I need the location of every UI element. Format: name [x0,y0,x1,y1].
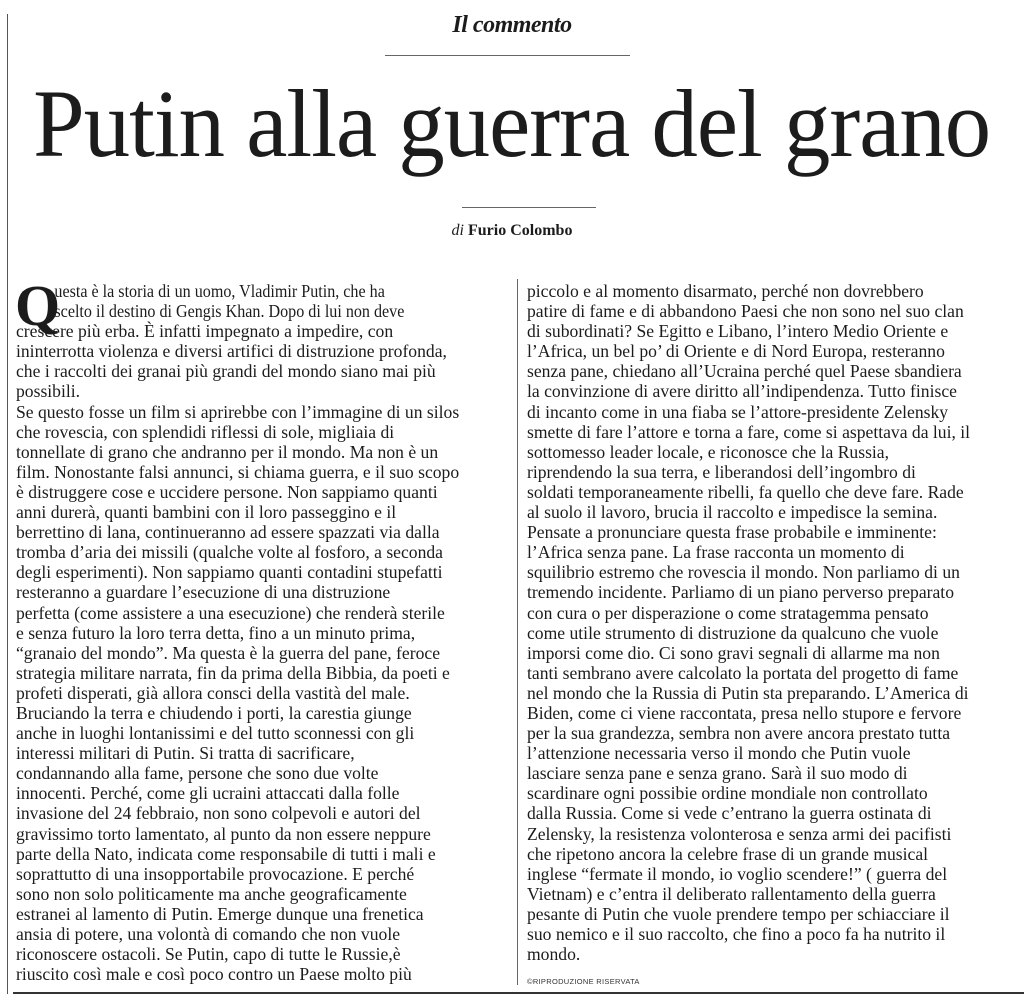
article-line: Vietnam) e c’entra il deliberato rallentamento della guerra [527,883,936,904]
article-line: Bruciando la terra e chiudendo i porti, la carestia giunge [16,702,412,723]
article-line: smette di fare l’attore e torna a fare, come si aspettava da lui, il [527,421,971,442]
article-line: sono non solo politicamente ma anche geograficamente [16,883,407,904]
article-line: ininterrotta violenza e diversi artifici di distruzione profonda, [16,341,447,362]
article-line: tromba d’aria dei missili (qualche volte al fosforo, a seconda [16,542,443,563]
article-line: tonnellate di grano che andranno per il mondo. Ma non è un [16,441,439,462]
article-line: nel mondo che la Russia di Putin sta preparando. L’America di [527,682,969,703]
kicker-divider [385,55,630,56]
article-column-left [15,273,508,985]
headline: Putin alla guerra del grano [33,70,991,177]
headline-divider [462,207,596,208]
article-line: Zelensky, la resistenza volonterosa e senza armi dei pacifisti [527,823,952,844]
article-line: invasione del 24 febbraio, non sono colpevoli e autori del [16,803,421,824]
article-line: anche in luoghi lontanissimi e del tutto sconnessi con gli [16,723,415,744]
article-line: scardinare ogni possibie ordine mondiale non controllato [527,783,928,804]
article-line: gravissimo torto lamentato, al punto da non essere neppure [16,823,431,844]
article-line: piccolo e al momento disarmato, perché non dovrebbero [527,281,924,301]
article-line: crescere più erba. È infatti impegnato a impedire, con [16,321,394,342]
article-line: dalla Russia. Come si vede c’entrano la guerra ostinata di [527,803,932,824]
article-line: soldati temporaneamente ribelli, fa quello che deve fare. Rade [527,481,964,502]
article-line: riconoscere ostacoli. Se Putin, capo di tutte le Russie,è [16,944,401,965]
article-line: perfetta (come assistere a una esecuzione) che renderà sterile [16,602,445,623]
article-line: patire di fame e di abbandono Paesi che non sono nel suo clan [527,301,964,322]
article-line: anni durerà, quanti bambini con il loro passeggino e il [16,502,397,523]
article-line: l’Africa, un bel po’ di Oriente e di Nord Europa, resteranno [527,341,945,362]
article-line: e senza futuro la loro terra detta, fino a un minuto prima, [16,622,416,643]
article-line: Biden, come ci viene raccontata, presa nello stupore e fervore [527,702,962,723]
copyright-notice: ©RIPRODUZIONE RISERVATA [527,977,640,987]
article-line: squilibrio estremo che rovescia il mondo. Non parliamo di un [527,562,960,583]
article-line: di subordinati? Se Egitto e Libano, l’intero Medio Oriente e [527,321,949,342]
article-line: è distruggere cose e uccidere persone. Non sappiamo quanti [16,481,438,502]
article-line: riprendendo la sua terra, e liberandosi dell’ingombro di [527,461,916,482]
article-line: riuscito così male e così poco contro un Paese molto più [16,964,412,985]
article-line: uesta è la storia di un uomo, Vladimir Putin, che ha [54,281,385,301]
byline-author: Furio Colombo [468,222,573,239]
article-line: tremendo incidente. Parliamo di un piano perverso preparato [527,582,954,603]
article-line: tanti sembrano avere calcolato la portata del progetto di fame [527,662,959,683]
article-line: la convinzione di avere diritto all’indipendenza. Tutto finisce [527,381,957,402]
article-line: l’attenzione necessaria verso il mondo che Putin vuole [527,743,911,764]
article-line: innocenti. Perché, come gli ucraini attaccati dalla folle [16,783,400,804]
article-line: pesante di Putin che vuole prendere tempo per schiacciare il [527,903,950,924]
article-line: di incanto come in una fiaba se l’attore-presidente Zelensky [527,401,949,422]
article-line: mondo. [527,944,581,965]
article-line: sottomesso leader locale, e riconosce che la Russia, [527,441,890,462]
article-line: Se questo fosse un film si aprirebbe con l’immagine di un silos [16,401,460,422]
article-line: imporsi come dio. Ci sono gravi segnali di allarme ma non [527,642,940,663]
article-line: scelto il destino di Gengis Khan. Dopo di lui non deve [54,301,405,322]
article-line: che ripetono ancora la celebre frase di un grande musical [527,843,929,864]
article-line: l’Africa senza pane. La frase racconta un momento di [527,542,905,563]
section-kicker: Il commento [452,12,572,38]
headline-container [0,70,1024,177]
article-line: parte della Nato, indicata come responsabile di tutti i mali e [16,843,436,864]
article-line: interessi militari di Putin. Si tratta di sacrificare, [16,743,355,764]
article-line: profeti disperati, già allora consci della vastità del male. [16,682,410,703]
article-line: resteranno a guardare l’esecuzione di una distruzione [16,582,391,603]
byline-prefix: di [451,222,464,239]
article-column-right [527,281,1019,992]
article-line: che i raccolti dei granai più grandi del mondo siano mai più [16,361,436,382]
article-line: per la sua grandezza, sembra non avere ancora prestato tutta [527,723,951,744]
article-line: ansia di potere, una volontà di comando che non vuole [16,924,401,944]
article-line: possibili. [16,381,81,402]
article-line: inglese “fermate il mondo, io voglio scendere!” ( guerra del [527,863,948,884]
article-line: soprattutto di una insopportabile provocazione. E perché [16,863,415,884]
article-line: estranei al lamento di Putin. Emerge dunque una frenetica [16,903,424,924]
article-line: “granaio del mondo”. Ma questa è la guerra del pane, feroce [16,642,441,663]
article-line: con cura o per disperazione o come stratagemma pensato [527,602,929,623]
article-line: senza pane, chiedano all’Ucraina perché quel Paese sbandiera [527,361,962,382]
article-line: condannando alla fame, persone che sono due volte [16,763,379,784]
article-line: film. Nonostante falsi annunci, si chiama guerra, e il suo scopo [16,461,460,482]
article-line: che rovescia, con splendidi riflessi di sole, migliaia di [16,421,395,442]
article-line: strategia militare narrata, fin da prima della Bibbia, da poeti e [16,662,450,683]
article-line: al suolo il lavoro, brucia il raccolto e impedisce la semina. [527,502,938,523]
article-line: come utile strumento di distruzione da qualcuno che vuole [527,622,939,643]
article-line: berrettino di lana, continueranno ad essere spazzati via dalla [16,522,440,543]
article-line: suo nemico e il suo raccolto, che fino a poco fa ha nutrito il [527,924,946,944]
article-line: degli esperimenti). Non sappiamo quanti contadini stupefatti [16,562,443,583]
article-line: Pensate a pronunciare questa frase probabile e imminente: [527,522,937,543]
byline [0,222,1024,240]
column-divider [517,279,518,985]
drop-cap: Q [15,273,61,338]
article-line: lasciare senza pane e senza grano. Sarà il suo modo di [527,763,908,784]
bottom-rule [13,992,1024,994]
